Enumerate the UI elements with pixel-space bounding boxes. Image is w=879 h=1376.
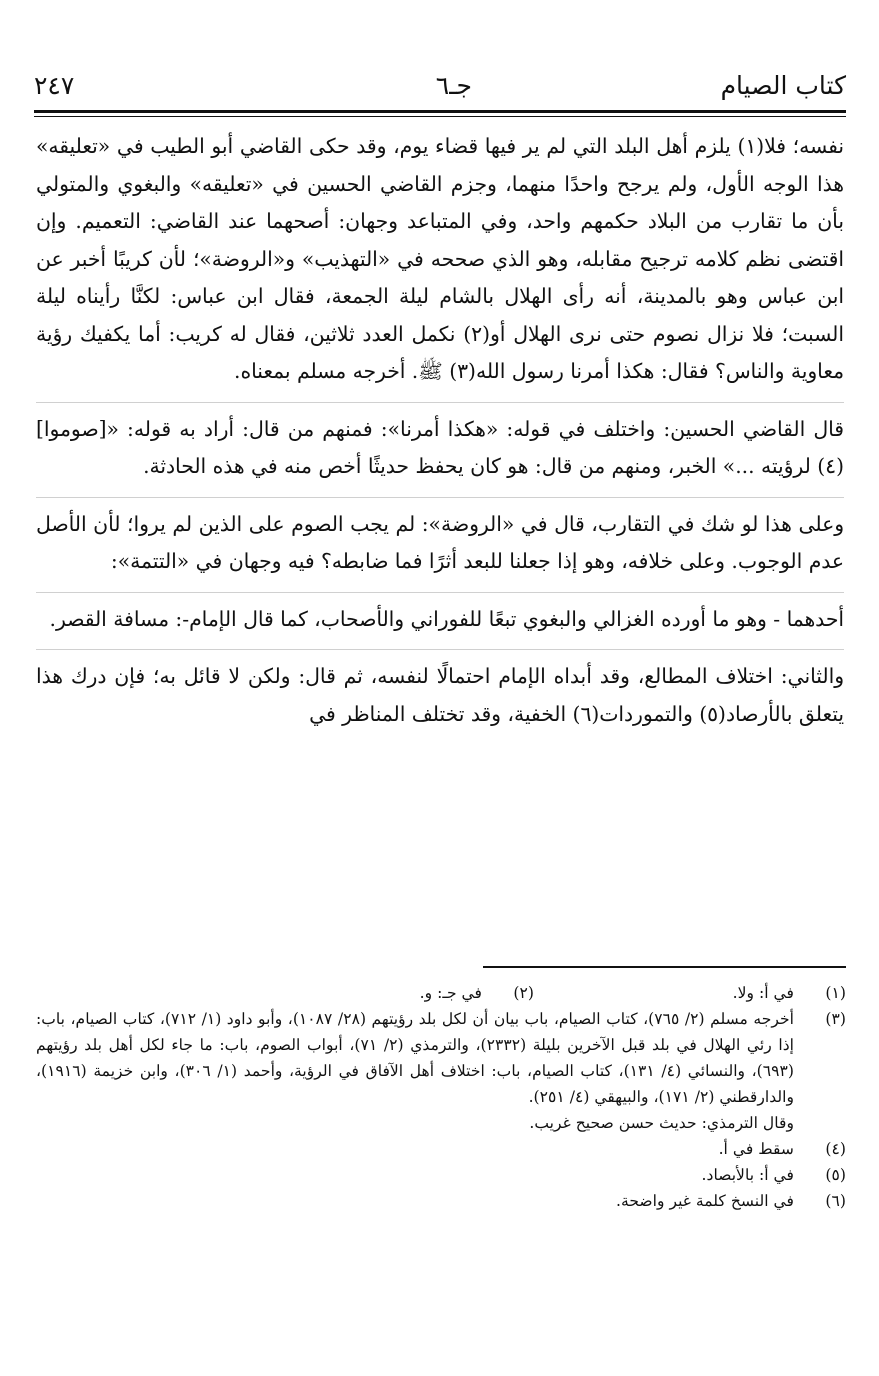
footnote-text: في النسخ كلمة غير واضحة. [616,1192,794,1210]
footnote-text: سقط في أ. [718,1140,794,1158]
header-rule-thin [34,116,846,117]
footnote-item [534,980,846,1006]
footnote-item [36,1006,846,1136]
footnote-text: في جـ: و. [419,984,482,1002]
footnote-number: (٢) [513,984,534,1002]
main-text [36,128,844,744]
paragraph: أحدهما - وهو ما أورده الغزالي والبغوي تبعًا للفوراني والأصحاب، كما قال الإمام-: مسافة القصر. [36,592,844,639]
footnote-item [222,980,534,1006]
footnote-number: (٦) [825,1192,846,1210]
footnote-separator [483,966,846,968]
footnote-item [36,1136,846,1162]
footnote-text-extra: وقال الترمذي: حديث حسن صحيح غريب. [529,1114,794,1132]
book-title: كتاب الصيام [720,71,846,100]
footnote-text: أخرجه مسلم (٢/ ٧٦٥)، كتاب الصيام، باب بيان أن لكل بلد رؤيتهم (٢٨/ ١٠٨٧)، وأبو داود (١/ ٧١٢)، كتاب الصيام، باب: إذا رئي الهلال في بلد قبل الآخرين بليلة (٢٣٣٢)، والترمذي (٢/ ٧١)، أبواب الصوم، باب: ما جاء لكل أهل بلد رؤيتهم (٦٩٣)، والنسائي (٤/ ١٣١)، كتاب الصيام، باب: اختلاف أهل الآفاق في الرؤية، وأحمد (١/ ٣٠٦)، وابن خزيمة (١٩١٦)، والدارقطني (٢/ ١٧١)، والبيهقي (٤/ ٢٥١). [36,1010,795,1106]
footnote-item [36,1162,846,1188]
footnote-number: (١) [825,984,846,1002]
paragraph: نفسه؛ فلا(١) يلزم أهل البلد التي لم ير فيها قضاء يوم، وقد حكى القاضي أبو الطيب في «تعليقه» هذا الوجه الأول، ولم يرجح واحدًا منهما، وجزم القاضي الحسين في «تعليقه» والبغوي والمتولي بأن ما تقارب من البلاد حكمهم واحد، وفي المتباعد وجهان: أصحهما عند القاضي: التعميم. وإن اقتضى نظم كلامه ترجيح مقابله، وهو الذي صححه في «التهذيب» و«الروضة»؛ لأن كريبًا أخبر عن ابن عباس وهو بالمدينة، أنه رأى الهلال بالشام ليلة الجمعة، فقال ابن عباس: لكنَّا رأيناه ليلة السبت؛ فلا نزال نصوم حتى نرى الهلال أو(٢) نكمل العدد ثلاثين، فقال له كريب: أما يكفيك رؤية معاوية والناس؟ فقال: هكذا أمرنا رسول الله(٣) ﷺ. أخرجه مسلم بمعناه. [36,134,844,383]
page-number: ٢٤٧ [34,71,75,100]
footnote-item [36,1188,846,1214]
paragraph: والثاني: اختلاف المطالع، وقد أبداه الإمام احتمالًا لنفسه، ثم قال: ولكن لا قائل به؛ فإن درك هذا يتعلق بالأرصاد(٥) والتموردات(٦) الخفية، وقد تختلف المناظر في [36,649,844,733]
footnote-text: في أ: ولا. [732,984,794,1002]
footnote-number: (٣) [825,1010,846,1028]
paragraph: وعلى هذا لو شك في التقارب، قال في «الروضة»: لم يجب الصوم على الذين لم يروا؛ لأن الأصل عدم الوجوب. وعلى خلافه، وهو إذا جعلنا للبعد أثرًا فما ضابطه؟ فيه وجهان في «التتمة»: [36,497,844,581]
header-rule-thick [34,110,846,113]
footnote-number: (٥) [825,1166,846,1184]
volume-label: جـ٦ [435,71,472,100]
page-header [34,66,846,106]
footnote-row [36,980,846,1006]
footnote-text: في أ: بالأبصاد. [701,1166,794,1184]
footnotes [36,980,846,1214]
paragraph: قال القاضي الحسين: واختلف في قوله: «هكذا أمرنا»: فمنهم من قال: أراد به قوله: «[صوموا](٤) لرؤيته ...» الخبر، ومنهم من قال: هو كان يحفظ حديثًا أخص منه في هذه الحادثة. [36,402,844,486]
footnote-number: (٤) [825,1140,846,1158]
